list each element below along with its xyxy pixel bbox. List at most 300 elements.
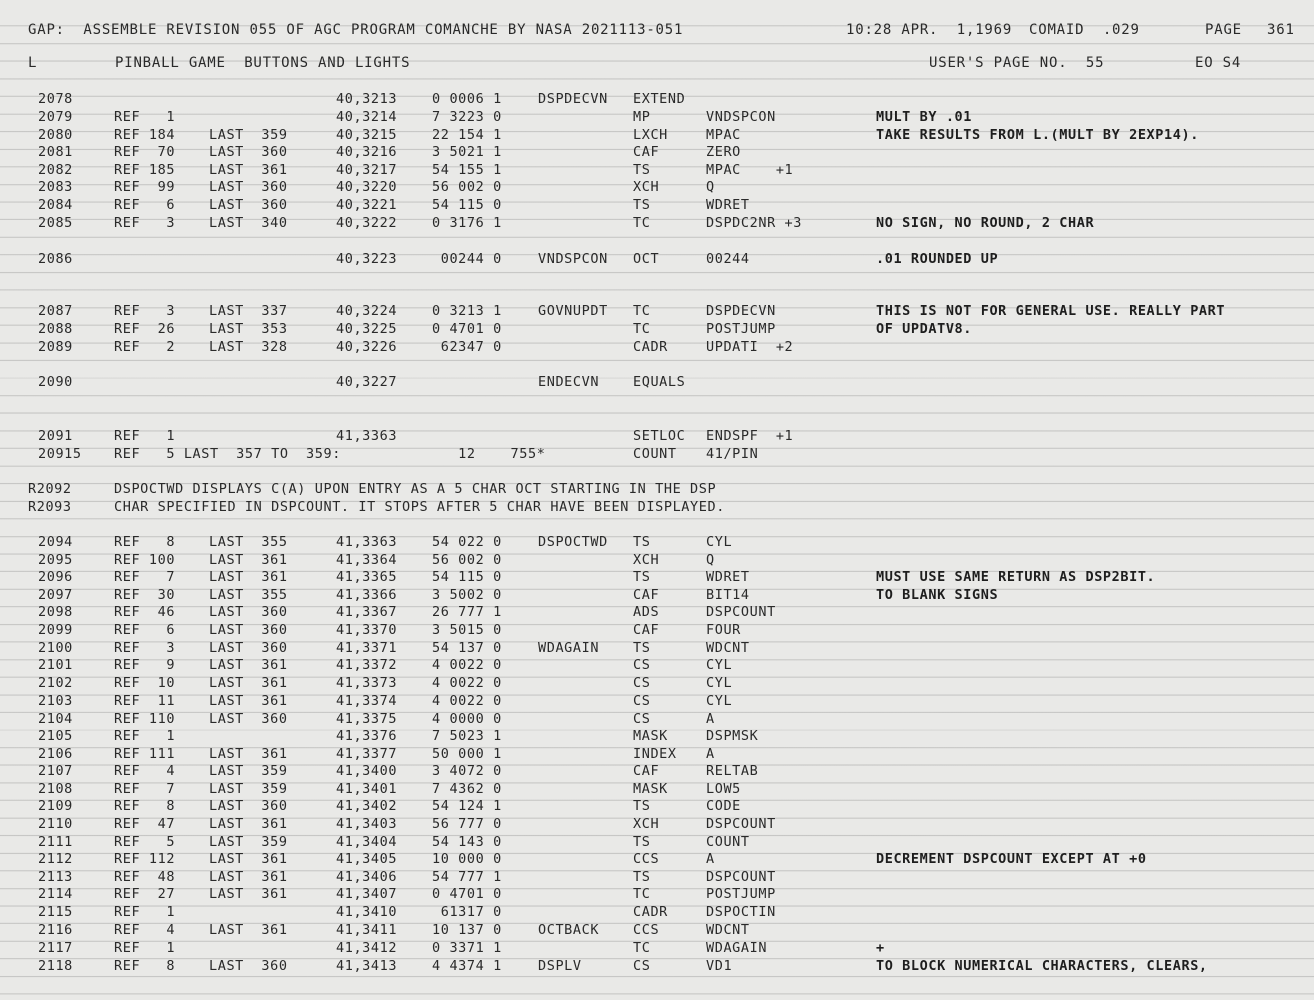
line-number: 2098 <box>38 604 73 620</box>
opcode: XCH <box>633 552 660 568</box>
ref-count: REF 5 <box>114 834 176 850</box>
line-number: 2102 <box>38 675 73 691</box>
address: 41,3372 <box>336 657 398 673</box>
octal-code: 61317 0 <box>432 904 502 920</box>
line-number: 2113 <box>38 869 73 885</box>
listing-line <box>0 797 1314 815</box>
assembly-title: GAP: ASSEMBLE REVISION 055 OF AGC PROGRAM COMANCHE BY NASA 2021113-051 <box>28 22 684 38</box>
opcode: CAF <box>633 763 660 779</box>
address: 41,3371 <box>336 640 398 656</box>
opcode: TS <box>633 162 651 178</box>
address: 41,3410 <box>336 904 398 920</box>
opcode: CS <box>633 693 651 709</box>
opcode: TC <box>633 303 651 319</box>
octal-code: 54 155 1 <box>432 162 502 178</box>
listing-line <box>0 90 1314 108</box>
address: 40,3215 <box>336 127 398 143</box>
operand: CYL <box>706 675 733 691</box>
opcode: CAF <box>633 144 660 160</box>
octal-code: 0 3176 1 <box>432 215 502 231</box>
octal-code: 54 137 0 <box>432 640 502 656</box>
symbol-label: VNDSPCON <box>538 251 608 267</box>
remark-number: R2093 <box>28 499 72 515</box>
last-ref: LAST 361 <box>209 922 288 938</box>
symbol-label: WDAGAIN <box>538 640 600 656</box>
listing-line <box>0 196 1314 214</box>
address: 41,3375 <box>336 711 398 727</box>
line-number: 2106 <box>38 746 73 762</box>
opcode: CS <box>633 711 651 727</box>
octal-code: 56 002 0 <box>432 179 502 195</box>
operand: Q <box>706 552 715 568</box>
address: 41,3402 <box>336 798 398 814</box>
listing-line <box>0 320 1314 338</box>
address: 40,3224 <box>336 303 398 319</box>
ref-count: REF 99 <box>114 179 176 195</box>
comment: OF UPDATV8. <box>876 321 973 337</box>
address: 40,3223 <box>336 251 398 267</box>
opcode: MASK <box>633 781 668 797</box>
opcode: CADR <box>633 339 668 355</box>
octal-code: 3 5021 1 <box>432 144 502 160</box>
remark-line <box>0 480 1314 498</box>
address: 41,3412 <box>336 940 398 956</box>
ref-count: REF 111 <box>114 746 176 762</box>
opcode: EQUALS <box>633 374 686 390</box>
symbol-label: OCTBACK <box>538 922 600 938</box>
comment: MULT BY .01 <box>876 109 973 125</box>
octal-code: 4 0022 0 <box>432 693 502 709</box>
last-ref: LAST 361 <box>209 657 288 673</box>
comment: NO SIGN, NO ROUND, 2 CHAR <box>876 215 1095 231</box>
last-ref: LAST 360 <box>209 958 288 974</box>
octal-code: 3 5002 0 <box>432 587 502 603</box>
opcode: CS <box>633 657 651 673</box>
address: 41,3406 <box>336 869 398 885</box>
opcode: CAF <box>633 622 660 638</box>
address: 40,3221 <box>336 197 398 213</box>
opcode: MASK <box>633 728 668 744</box>
octal-code: 7 3223 0 <box>432 109 502 125</box>
listing-line <box>0 250 1314 268</box>
comment: TAKE RESULTS FROM L.(MULT BY 2EXP14). <box>876 127 1199 143</box>
last-ref: LAST 355 <box>209 534 288 550</box>
opcode: TS <box>633 197 651 213</box>
listing-line <box>0 885 1314 903</box>
comment: MUST USE SAME RETURN AS DSP2BIT. <box>876 569 1156 585</box>
line-number: 2117 <box>38 940 73 956</box>
operand: ENDSPF +1 <box>706 428 794 444</box>
listing-line <box>0 903 1314 921</box>
listing-line <box>0 939 1314 957</box>
opcode: LXCH <box>633 127 668 143</box>
ref-count: REF 48 <box>114 869 176 885</box>
address: 41,3404 <box>336 834 398 850</box>
last-ref: LAST 361 <box>209 162 288 178</box>
remark-text: CHAR SPECIFIED IN DSPCOUNT. IT STOPS AFTER 5 CHAR HAVE BEEN DISPLAYED. <box>114 499 725 515</box>
octal-code: 0 4701 0 <box>432 321 502 337</box>
ref-count: REF 1 <box>114 940 176 956</box>
line-number: 2109 <box>38 798 73 814</box>
operand: WDRET <box>706 569 750 585</box>
operand: RELTAB <box>706 763 759 779</box>
opcode: TC <box>633 940 651 956</box>
address: 41,3413 <box>336 958 398 974</box>
operand: DSPDC2NR +3 <box>706 215 803 231</box>
opcode: XCH <box>633 179 660 195</box>
last-ref: LAST 353 <box>209 321 288 337</box>
last-ref: LAST 360 <box>209 640 288 656</box>
comment: TO BLOCK NUMERICAL CHARACTERS, CLEARS, <box>876 958 1208 974</box>
opcode: EXTEND <box>633 91 686 107</box>
symbol-label: DSPDECVN <box>538 91 608 107</box>
octal-code: 54 143 0 <box>432 834 502 850</box>
listing-line <box>0 868 1314 886</box>
operand: ZERO <box>706 144 741 160</box>
last-ref: LAST 361 <box>209 869 288 885</box>
line-number: 2111 <box>38 834 73 850</box>
section-marker: L <box>28 55 38 71</box>
symbol-label: DSPLV <box>538 958 582 974</box>
opcode: TS <box>633 834 651 850</box>
address: 41,3400 <box>336 763 398 779</box>
ref-count: REF 11 <box>114 693 176 709</box>
line-number: 2084 <box>38 197 73 213</box>
operand: DSPCOUNT <box>706 869 776 885</box>
listing-line <box>0 639 1314 657</box>
line-number: 2110 <box>38 816 73 832</box>
operand: DSPMSK <box>706 728 759 744</box>
last-ref: LAST 361 <box>209 816 288 832</box>
symbol-label: ENDECVN <box>538 374 600 390</box>
operand: FOUR <box>706 622 741 638</box>
line-number: 2101 <box>38 657 73 673</box>
operand: LOW5 <box>706 781 741 797</box>
address: 41,3364 <box>336 552 398 568</box>
last-ref: LAST 359 <box>209 127 288 143</box>
remark-line <box>0 498 1314 516</box>
last-ref: LAST 361 <box>209 675 288 691</box>
ref-count: REF 4 <box>114 922 176 938</box>
line-number: 2091 <box>38 428 73 444</box>
page-label: PAGE <box>1205 22 1242 38</box>
opcode: COUNT <box>633 446 677 462</box>
operand: DSPCOUNT <box>706 604 776 620</box>
line-number: 20915 <box>38 446 82 462</box>
last-ref: LAST 328 <box>209 339 288 355</box>
ref-count: REF 47 <box>114 816 176 832</box>
address: 40,3225 <box>336 321 398 337</box>
listing-line <box>0 214 1314 232</box>
ref-count: REF 1 <box>114 728 176 744</box>
octal-code: 00244 0 <box>432 251 502 267</box>
listing-line <box>0 338 1314 356</box>
ref-count: REF 1 <box>114 109 176 125</box>
listing-line <box>0 762 1314 780</box>
opcode: ADS <box>633 604 660 620</box>
octal-code: 54 115 0 <box>432 569 502 585</box>
ref-count: REF 8 <box>114 798 176 814</box>
listing-line <box>0 957 1314 975</box>
operand: CODE <box>706 798 741 814</box>
ref-count: REF 185 <box>114 162 176 178</box>
timestamp: 10:28 APR. 1,1969 <box>846 22 1013 38</box>
line-number: 2087 <box>38 303 73 319</box>
octal-code: 3 5015 0 <box>432 622 502 638</box>
ref-count: REF 30 <box>114 587 176 603</box>
octal-code: 56 777 0 <box>432 816 502 832</box>
octal-code: 26 777 1 <box>432 604 502 620</box>
listing-line <box>0 427 1314 445</box>
operand: DSPDECVN <box>706 303 776 319</box>
line-number: 2112 <box>38 851 73 867</box>
operand: COUNT <box>706 834 750 850</box>
operand: WDCNT <box>706 922 750 938</box>
listing-line <box>0 621 1314 639</box>
octal-code: 10 137 0 <box>432 922 502 938</box>
line-number: 2099 <box>38 622 73 638</box>
ref-count: REF 8 <box>114 534 176 550</box>
opcode: INDEX <box>633 746 677 762</box>
last-ref: LAST 360 <box>209 179 288 195</box>
ref-count: REF 5 LAST 357 TO 359: <box>114 446 341 462</box>
listing-line <box>0 780 1314 798</box>
last-ref: LAST 361 <box>209 552 288 568</box>
address: 41,3374 <box>336 693 398 709</box>
operand: POSTJUMP <box>706 886 776 902</box>
line-number: 2080 <box>38 127 73 143</box>
address: 41,3365 <box>336 569 398 585</box>
users-page-number: USER'S PAGE NO. 55 <box>929 55 1105 71</box>
octal-code: 4 0022 0 <box>432 675 502 691</box>
operand: A <box>706 851 715 867</box>
ref-count: REF 8 <box>114 958 176 974</box>
octal-code: 12 755* <box>432 446 546 462</box>
octal-code: 4 0000 0 <box>432 711 502 727</box>
line-number: 2104 <box>38 711 73 727</box>
ref-count: REF 70 <box>114 144 176 160</box>
operand: POSTJUMP <box>706 321 776 337</box>
line-number: 2079 <box>38 109 73 125</box>
operand: 00244 <box>706 251 750 267</box>
line-number: 2095 <box>38 552 73 568</box>
ref-count: REF 100 <box>114 552 176 568</box>
operand: Q <box>706 179 715 195</box>
listing-line <box>0 674 1314 692</box>
line-number: 2081 <box>38 144 73 160</box>
line-number: 2085 <box>38 215 73 231</box>
listing-line <box>0 692 1314 710</box>
octal-code: 56 002 0 <box>432 552 502 568</box>
line-number: 2118 <box>38 958 73 974</box>
operand: DSPOCTIN <box>706 904 776 920</box>
comment: TO BLANK SIGNS <box>876 587 999 603</box>
line-number: 2116 <box>38 922 73 938</box>
listing-line <box>0 373 1314 391</box>
opcode: TS <box>633 569 651 585</box>
line-number: 2097 <box>38 587 73 603</box>
operand: WDCNT <box>706 640 750 656</box>
line-number: 2090 <box>38 374 73 390</box>
symbol-label: GOVNUPDT <box>538 303 608 319</box>
opcode: TS <box>633 534 651 550</box>
address: 41,3367 <box>336 604 398 620</box>
listing-line <box>0 445 1314 463</box>
ref-count: REF 184 <box>114 127 176 143</box>
listing-line <box>0 745 1314 763</box>
ref-count: REF 26 <box>114 321 176 337</box>
listing-line <box>0 921 1314 939</box>
listing-line <box>0 710 1314 728</box>
listing-line <box>0 727 1314 745</box>
address: 40,3217 <box>336 162 398 178</box>
line-number: 2105 <box>38 728 73 744</box>
opcode: TC <box>633 215 651 231</box>
address: 41,3403 <box>336 816 398 832</box>
ref-count: REF 4 <box>114 763 176 779</box>
operand: VD1 <box>706 958 733 974</box>
operand: WDAGAIN <box>706 940 768 956</box>
ref-count: REF 9 <box>114 657 176 673</box>
comment: THIS IS NOT FOR GENERAL USE. REALLY PART <box>876 303 1226 319</box>
last-ref: LAST 360 <box>209 798 288 814</box>
line-number: 2089 <box>38 339 73 355</box>
address: 40,3213 <box>336 91 398 107</box>
comment: + <box>876 940 885 956</box>
ref-count: REF 7 <box>114 569 176 585</box>
line-number: 2094 <box>38 534 73 550</box>
listing-line <box>0 108 1314 126</box>
opcode: CCS <box>633 922 660 938</box>
address: 41,3405 <box>336 851 398 867</box>
opcode: TS <box>633 640 651 656</box>
last-ref: LAST 361 <box>209 886 288 902</box>
address: 41,3370 <box>336 622 398 638</box>
ref-count: REF 3 <box>114 640 176 656</box>
address: 41,3376 <box>336 728 398 744</box>
comaid-label: COMAID .029 <box>1029 22 1140 38</box>
address: 41,3411 <box>336 922 398 938</box>
operand: VNDSPCON <box>706 109 776 125</box>
operand: MPAC +1 <box>706 162 794 178</box>
last-ref: LAST 361 <box>209 693 288 709</box>
last-ref: LAST 359 <box>209 763 288 779</box>
last-ref: LAST 340 <box>209 215 288 231</box>
operand: A <box>706 711 715 727</box>
opcode: CAF <box>633 587 660 603</box>
last-ref: LAST 337 <box>209 303 288 319</box>
ref-count: REF 3 <box>114 215 176 231</box>
listing-line <box>0 178 1314 196</box>
section-code: EO S4 <box>1195 55 1242 71</box>
listing-line <box>0 656 1314 674</box>
page-number: 361 <box>1267 22 1295 38</box>
address: 40,3227 <box>336 374 398 390</box>
listing-line <box>0 850 1314 868</box>
ref-count: REF 1 <box>114 904 176 920</box>
opcode: XCH <box>633 816 660 832</box>
listing-line <box>0 551 1314 569</box>
opcode: TS <box>633 798 651 814</box>
last-ref: LAST 361 <box>209 569 288 585</box>
opcode: TS <box>633 869 651 885</box>
octal-code: 0 4701 0 <box>432 886 502 902</box>
octal-code: 4 4374 1 <box>432 958 502 974</box>
listing-line <box>0 533 1314 551</box>
octal-code: 50 000 1 <box>432 746 502 762</box>
section-header <box>0 54 1314 72</box>
line-number: 2115 <box>38 904 73 920</box>
octal-code: 7 5023 1 <box>432 728 502 744</box>
ref-count: REF 6 <box>114 197 176 213</box>
operand: CYL <box>706 693 733 709</box>
comment: DECREMENT DSPCOUNT EXCEPT AT +0 <box>876 851 1147 867</box>
listing-line <box>0 126 1314 144</box>
octal-code: 0 3213 1 <box>432 303 502 319</box>
line-number: 2114 <box>38 886 73 902</box>
octal-code: 54 124 1 <box>432 798 502 814</box>
address: 41,3373 <box>336 675 398 691</box>
octal-code: 54 777 1 <box>432 869 502 885</box>
octal-code: 62347 0 <box>432 339 502 355</box>
last-ref: LAST 361 <box>209 746 288 762</box>
line-number: 2096 <box>38 569 73 585</box>
listing-line <box>0 302 1314 320</box>
last-ref: LAST 355 <box>209 587 288 603</box>
last-ref: LAST 359 <box>209 781 288 797</box>
address: 41,3401 <box>336 781 398 797</box>
operand: A <box>706 746 715 762</box>
listing-line <box>0 161 1314 179</box>
comment: .01 ROUNDED UP <box>876 251 999 267</box>
operand: CYL <box>706 657 733 673</box>
line-number: 2082 <box>38 162 73 178</box>
page-header <box>0 21 1314 39</box>
listing-line <box>0 833 1314 851</box>
ref-count: REF 46 <box>114 604 176 620</box>
line-number: 2083 <box>38 179 73 195</box>
operand: DSPCOUNT <box>706 816 776 832</box>
octal-code: 0 0006 1 <box>432 91 502 107</box>
section-title: PINBALL GAME BUTTONS AND LIGHTS <box>115 55 411 71</box>
opcode: TC <box>633 321 651 337</box>
operand: CYL <box>706 534 733 550</box>
address: 40,3216 <box>336 144 398 160</box>
ref-count: REF 6 <box>114 622 176 638</box>
operand: BIT14 <box>706 587 750 603</box>
opcode: CS <box>633 675 651 691</box>
opcode: TC <box>633 886 651 902</box>
line-number: 2107 <box>38 763 73 779</box>
line-number: 2078 <box>38 91 73 107</box>
address: 40,3222 <box>336 215 398 231</box>
address: 41,3363 <box>336 428 398 444</box>
address: 40,3220 <box>336 179 398 195</box>
symbol-label: DSPOCTWD <box>538 534 608 550</box>
address: 41,3377 <box>336 746 398 762</box>
remark-number: R2092 <box>28 481 72 497</box>
octal-code: 4 0022 0 <box>432 657 502 673</box>
ref-count: REF 27 <box>114 886 176 902</box>
listing-line <box>0 603 1314 621</box>
last-ref: LAST 361 <box>209 851 288 867</box>
ref-count: REF 110 <box>114 711 176 727</box>
opcode: OCT <box>633 251 660 267</box>
listing-line <box>0 143 1314 161</box>
address: 41,3366 <box>336 587 398 603</box>
remark-text: DSPOCTWD DISPLAYS C(A) UPON ENTRY AS A 5 CHAR OCT STARTING IN THE DSP <box>114 481 717 497</box>
last-ref: LAST 360 <box>209 144 288 160</box>
